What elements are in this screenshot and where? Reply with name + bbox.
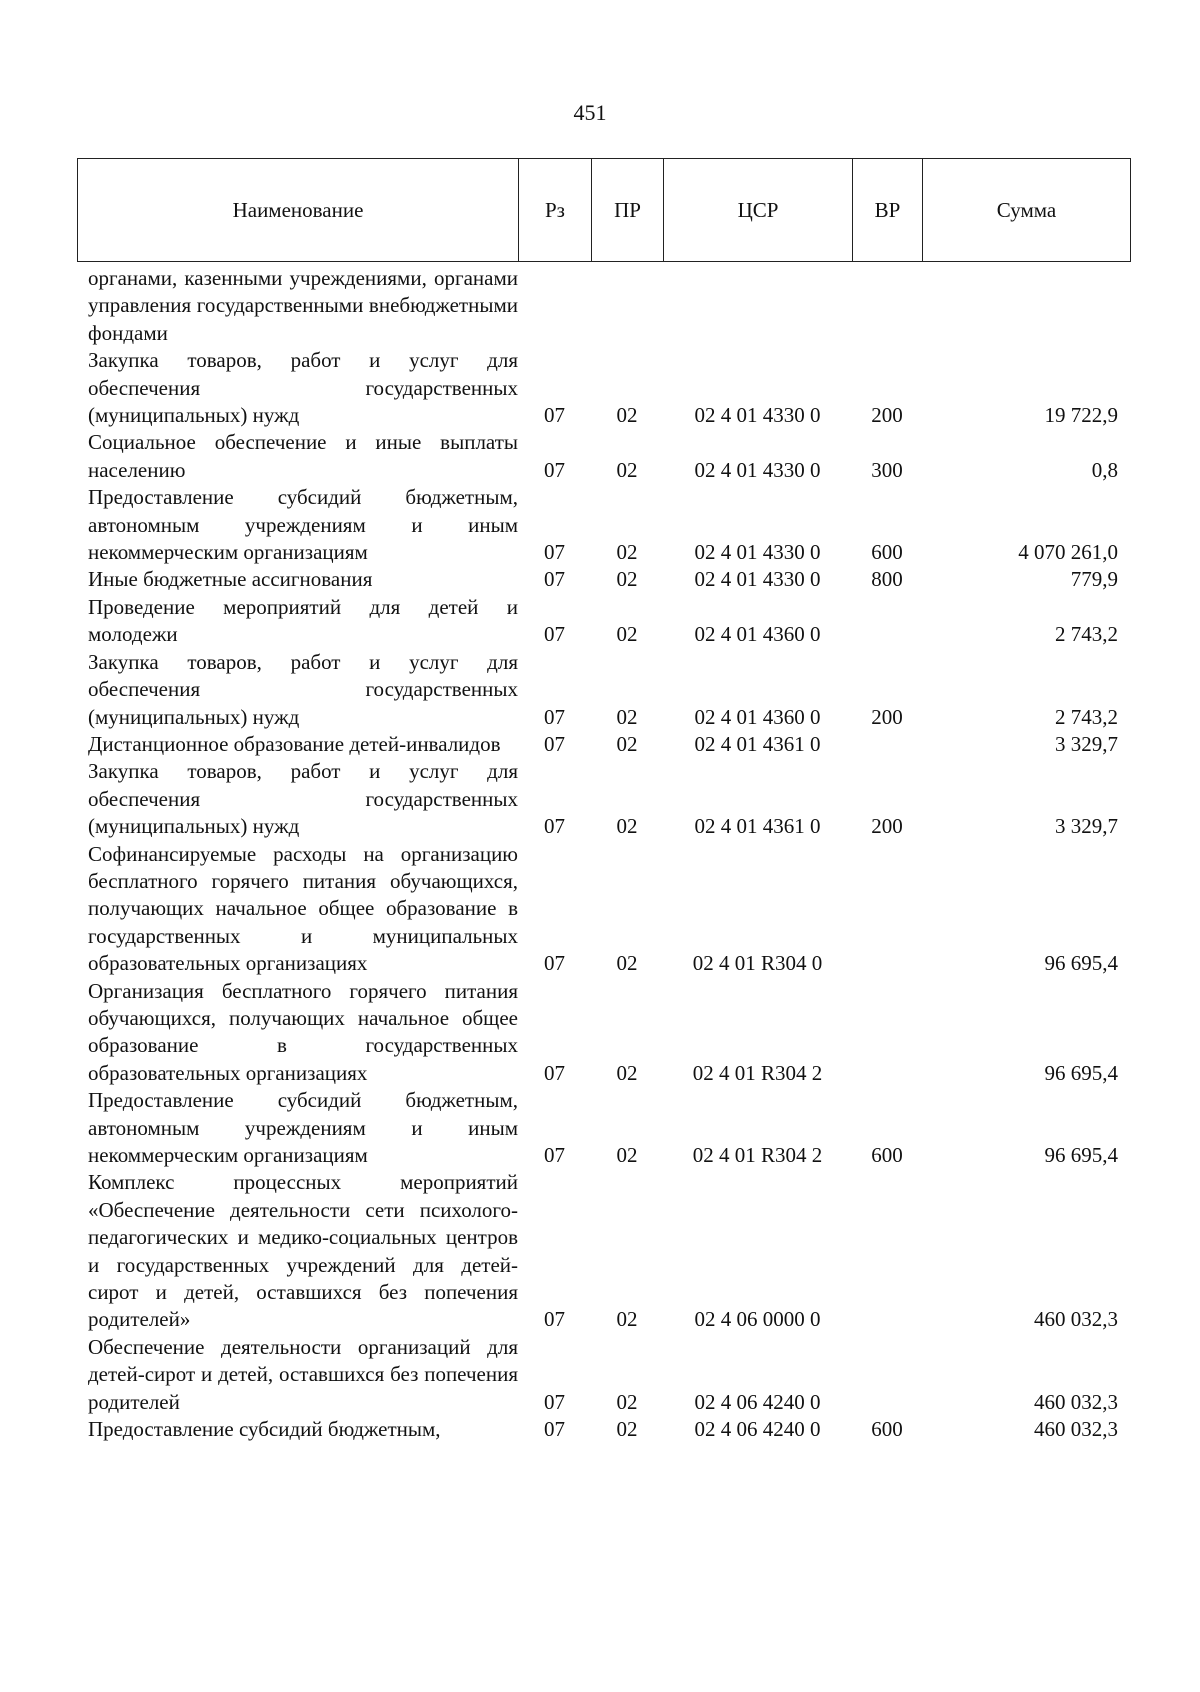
- cell-pr: 02: [616, 814, 638, 839]
- cell-csr: 02 4 01 4330 0: [694, 540, 821, 565]
- cell-vr: [852, 265, 922, 347]
- cell-name: Предоставление субсидий бюджетным, автономным учреждениям и иным некоммерческим организациям: [88, 485, 518, 565]
- cell-csr: 02 4 01 R304 0: [692, 951, 823, 976]
- cell-csr: [663, 265, 852, 347]
- cell-csr: 02 4 01 4360 0: [694, 704, 821, 729]
- cell-vr: 600: [871, 1143, 903, 1167]
- cell-csr: 02 4 01 4361 0: [694, 814, 821, 839]
- table-row: [77, 1169, 1130, 1333]
- cell-pr: 02: [616, 1060, 638, 1085]
- cell-sum: 779,9: [1070, 567, 1118, 592]
- cell-sum: 96 695,4: [1044, 1060, 1118, 1085]
- cell-name: Проведение мероприятий для детей и молодежи: [88, 594, 518, 647]
- header-name: Наименование: [78, 159, 519, 262]
- table-body: [77, 265, 1130, 1443]
- cell-vr: 300: [871, 457, 903, 482]
- cell-vr: 200: [871, 814, 903, 839]
- cell-csr: 02 4 06 4240 0: [694, 1389, 821, 1414]
- cell-vr: [852, 841, 922, 978]
- cell-sum: 96 695,4: [1044, 1143, 1118, 1167]
- table-row: [77, 1416, 1130, 1443]
- cell-sum: 460 032,3: [1034, 1389, 1118, 1414]
- cell-name: Обеспечение деятельности организаций для детей-сирот и детей, оставшихся без попечения родителей: [88, 1334, 518, 1414]
- cell-rz: 07: [544, 622, 565, 647]
- cell-pr: 02: [616, 1389, 638, 1414]
- cell-sum: [922, 265, 1130, 347]
- table-row: [77, 265, 1130, 347]
- cell-rz: [518, 265, 591, 347]
- cell-rz: 07: [544, 540, 565, 565]
- cell-csr: 02 4 01 R304 2: [692, 1060, 823, 1085]
- table-row: [77, 841, 1130, 978]
- page-number: 451: [573, 100, 607, 125]
- cell-pr: 02: [616, 731, 638, 756]
- cell-sum: 0,8: [1091, 457, 1118, 482]
- cell-rz: 07: [544, 1060, 565, 1085]
- cell-csr: 02 4 01 4330 0: [694, 567, 821, 592]
- table-row: [77, 1087, 1130, 1169]
- header-sum: Сумма: [923, 159, 1131, 262]
- cell-rz: 07: [544, 457, 565, 482]
- header-pr: ПР: [592, 159, 664, 262]
- cell-vr: 200: [871, 403, 903, 428]
- header-csr: ЦСР: [664, 159, 853, 262]
- cell-rz: 07: [544, 731, 565, 756]
- cell-csr: 02 4 01 4360 0: [694, 622, 821, 647]
- cell-rz: 07: [544, 704, 565, 729]
- table-row: [77, 1334, 1130, 1416]
- table-row: [77, 649, 1130, 731]
- cell-csr: 02 4 01 R304 2: [692, 1143, 823, 1167]
- table-row: [77, 484, 1130, 566]
- table-row: [77, 731, 1130, 758]
- table-row: [77, 758, 1130, 840]
- cell-pr: 02: [616, 540, 638, 565]
- cell-csr: 02 4 06 4240 0: [694, 1417, 821, 1442]
- cell-pr: 02: [616, 457, 638, 482]
- cell-name: Софинансируемые расходы на организацию бесплатного горячего питания обучающихся, получающих начальное общее образование в государственных и муниципальных образовательных организациях: [88, 841, 518, 976]
- cell-sum: 96 695,4: [1044, 951, 1118, 976]
- cell-vr: 200: [871, 704, 903, 729]
- header-rz: Рз: [519, 159, 592, 262]
- cell-pr: 02: [616, 567, 638, 592]
- cell-pr: [591, 265, 663, 347]
- cell-name: Социальное обеспечение и иные выплаты населению: [88, 430, 518, 482]
- cell-vr: 600: [871, 1417, 903, 1442]
- cell-vr: [852, 1169, 922, 1333]
- cell-vr: [852, 978, 922, 1088]
- cell-csr: 02 4 01 4330 0: [694, 457, 821, 482]
- cell-vr: [852, 731, 922, 758]
- cell-rz: 07: [544, 1417, 565, 1442]
- cell-sum: 2 743,2: [1055, 704, 1118, 729]
- cell-vr: [852, 1334, 922, 1416]
- cell-name: Дистанционное образование детей-инвалидов: [88, 731, 501, 756]
- cell-sum: 19 722,9: [1044, 403, 1118, 428]
- cell-name: Комплекс процессных мероприятий «Обеспечение деятельности сети психолого-педагогических и медико-социальных центров и государственных учреждений для детей-сирот и детей, оставшихся без попечения родителей»: [88, 1170, 518, 1332]
- cell-csr: 02 4 01 4361 0: [694, 731, 821, 756]
- table-row: [77, 347, 1130, 429]
- table-row: [77, 566, 1130, 593]
- cell-name: Закупка товаров, работ и услуг для обеспечения государственных (муниципальных) нужд: [88, 649, 518, 729]
- cell-rz: 07: [544, 814, 565, 839]
- cell-name: Предоставление субсидий бюджетным,: [88, 1417, 441, 1442]
- cell-sum: 4 070 261,0: [1018, 540, 1118, 565]
- cell-csr: 02 4 01 4330 0: [694, 403, 821, 428]
- cell-name: Организация бесплатного горячего питания обучающихся, получающих начальное общее образование в государственных образовательных организациях: [88, 978, 518, 1085]
- cell-pr: 02: [616, 951, 638, 976]
- cell-rz: 07: [544, 1143, 565, 1167]
- cell-rz: 07: [544, 1389, 565, 1414]
- table-row: [77, 429, 1130, 484]
- cell-sum: 460 032,3: [1034, 1307, 1118, 1332]
- cell-name: Закупка товаров, работ и услуг для обеспечения государственных (муниципальных) нужд: [88, 348, 518, 428]
- cell-rz: 07: [544, 567, 565, 592]
- table-row: [77, 594, 1130, 649]
- header-vr: ВР: [853, 159, 923, 262]
- cell-sum: 460 032,3: [1034, 1417, 1118, 1442]
- cell-vr: [852, 594, 922, 649]
- cell-sum: 3 329,7: [1055, 731, 1118, 756]
- cell-rz: 07: [544, 403, 565, 428]
- cell-vr: 800: [871, 567, 903, 592]
- cell-pr: 02: [616, 704, 638, 729]
- cell-rz: 07: [544, 1307, 565, 1332]
- cell-pr: 02: [616, 1307, 638, 1332]
- cell-pr: 02: [616, 1143, 638, 1167]
- cell-sum: 3 329,7: [1055, 814, 1118, 839]
- cell-rz: 07: [544, 951, 565, 976]
- cell-pr: 02: [616, 622, 638, 647]
- cell-name: Предоставление субсидий бюджетным, автономным учреждениям и иным некоммерческим организациям: [88, 1088, 518, 1167]
- cell-name: органами, казенными учреждениями, органами управления государственными внебюджетными фондами: [88, 266, 518, 345]
- cell-sum: 2 743,2: [1055, 622, 1118, 647]
- cell-name: Закупка товаров, работ и услуг для обеспечения государственных (муниципальных) нужд: [88, 759, 518, 839]
- cell-csr: 02 4 06 0000 0: [694, 1307, 821, 1332]
- table-header: [77, 158, 1131, 262]
- cell-pr: 02: [616, 1417, 638, 1442]
- cell-name: Иные бюджетные ассигнования: [88, 567, 373, 592]
- cell-vr: 600: [871, 540, 903, 565]
- table-row: [77, 978, 1130, 1088]
- cell-pr: 02: [616, 403, 638, 428]
